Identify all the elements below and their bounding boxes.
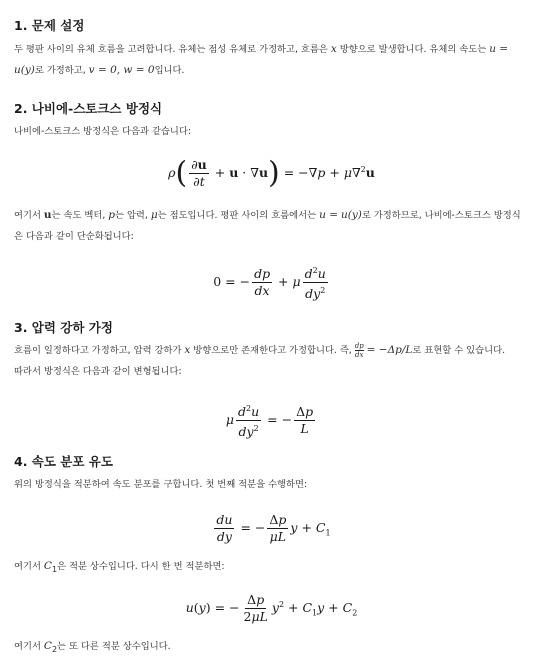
section-3-paragraph: 흐름이 일정하다고 가정하고, 압력 강하가 x 방향으로만 존재한다고 가정합니다. 즉, $\frac{dp}{dx}$ = −Δp/L로 표현할 수 있습니다. 따라서 방정식은 다음과 같이 변형됩니다:	[14, 342, 506, 377]
navier-stokes-equation: ρ( $\frac{\partial u}{\partial t}$ + u · ∇u) = −∇p + μ∇$^2$u	[168, 155, 375, 191]
section-2-title: 2. 나비에-스토크스 방정식	[14, 101, 163, 116]
section-1-title: 1. 문제 설정	[14, 18, 85, 33]
section-1-paragraph: 두 평판 사이의 유체 흐름을 고려합니다. 유체는 점성 유체로 가정하고, 흐름은 x 방향으로 발생합니다. 유체의 속도는 u = u(y)로 가정하고, v = 0, w = 0입니다.	[14, 43, 509, 76]
section-4-paragraph-3: 여기서 $C_2$는 또 다른 적분 상수입니다.	[14, 640, 171, 654]
simplified-equation: 0 = − $\frac{dp}{dx}$ + μ $\frac{d^2u}{dy^2}$	[213, 266, 326, 302]
pressure-drop-equation: μ $\frac{d^2u}{dy^2}$ = − $\frac{\Delta p}{L}$	[225, 404, 314, 440]
section-2-paragraph: 여기서 u는 속도 벡터, p는 압력, μ는 점도입니다. 평판 사이의 흐름에서는 u = u(y)로 가정하므로, 나비에-스토크스 방정식 은 다음과 같이 단순화됩니다:	[14, 209, 521, 242]
velocity-profile-equation: u(y) = − $\frac{\Delta p}{2\mu L}$ $y^2 + C_1y + C_2$	[185, 592, 358, 624]
section-4-intro: 위의 방정식을 적분하여 속도 분포를 구합니다. 첫 번째 적분을 수행하면:	[14, 479, 308, 490]
section-2-intro: 나비에-스토크스 방정식은 다음과 같습니다:	[14, 126, 192, 137]
section-4-title: 4. 속도 분포 유도	[14, 454, 113, 469]
section-3-title: 3. 압력 강하 가정	[14, 320, 113, 335]
section-4-paragraph-2: 여기서 $C_1$은 적분 상수입니다. 다시 한 번 적분하면:	[14, 560, 225, 574]
first-integral-equation: $\frac{du}{dy}$ = − $\frac{\Delta p}{\mu L}$ $y + C_1$	[216, 512, 331, 544]
